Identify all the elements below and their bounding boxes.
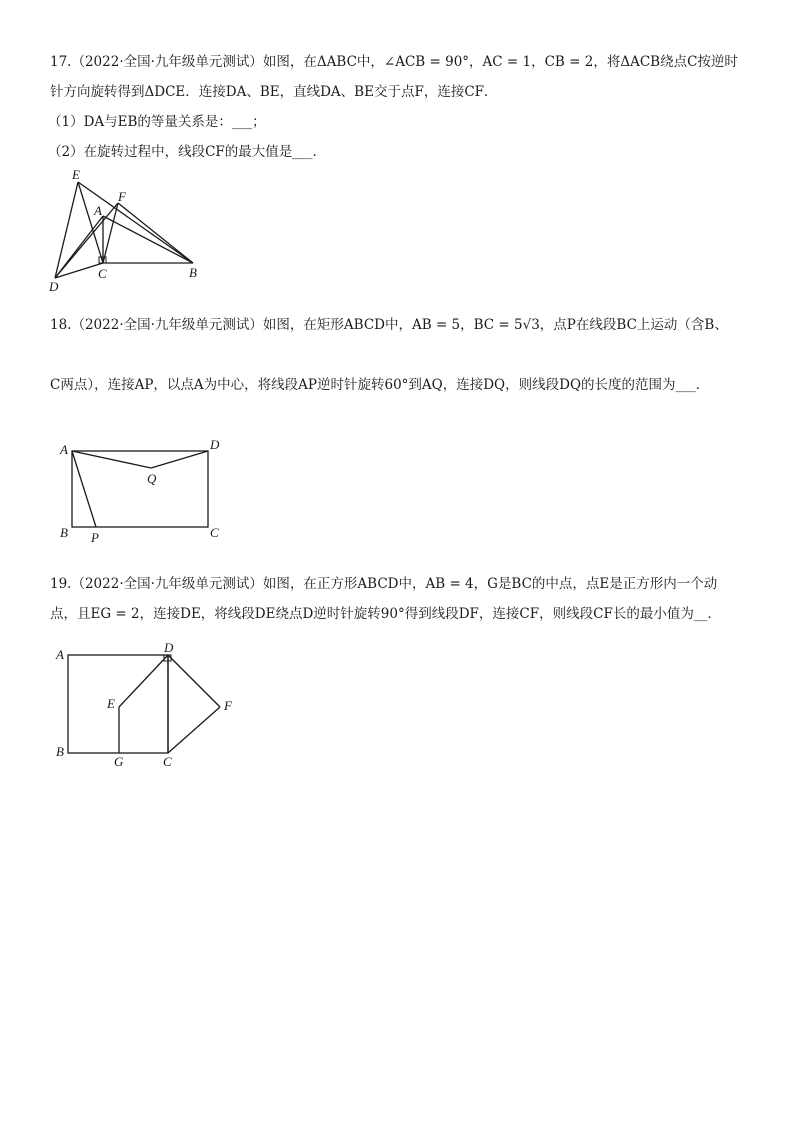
segment-db	[55, 263, 103, 278]
segment-de	[119, 655, 168, 707]
label-c: C	[210, 525, 219, 540]
segment-ap	[72, 451, 96, 527]
label-f: F	[224, 698, 232, 713]
problem-19-figure	[52, 638, 252, 768]
problem-19-line-2: 点，且EG = 2，连接DE，将线段DE绕点D逆时针旋转90°得到线段DF，连接CF，则线段CF长的最小值为__．	[50, 606, 721, 622]
problem-18-figure	[50, 435, 240, 550]
square-abcd	[68, 655, 168, 753]
label-b: B	[189, 265, 197, 280]
label-c: C	[163, 754, 172, 768]
label-a: A	[56, 647, 64, 662]
label-d: D	[210, 437, 220, 452]
label-e: E	[107, 696, 115, 711]
segment-ab	[103, 216, 193, 263]
segment-df	[168, 655, 220, 707]
segment-eb	[78, 182, 193, 263]
problem-18-line-2: C两点），连接AP，以点A为中心，将线段AP逆时针旋转60°到AQ，连接DQ，则线段DQ的长度的范围为___．	[50, 377, 710, 393]
label-d: D	[49, 279, 59, 294]
problem-17-line-1: 17.（2022·全国·九年级单元测试）如图，在ΔABC中，∠ACB = 90°，AC = 1，CB = 2，将ΔACB绕点C按逆时	[50, 54, 738, 70]
problem-17-figure	[40, 165, 210, 295]
label-a: A	[60, 442, 68, 457]
segment-aq	[72, 451, 151, 468]
label-g: G	[114, 754, 124, 768]
problem-19-line-1: 19.（2022·全国·九年级单元测试）如图，在正方形ABCD中，AB = 4，G是BC的中点，点E是正方形内一个动	[50, 576, 718, 592]
problem-18-line-1: 18.（2022·全国·九年级单元测试）如图，在矩形ABCD中，AB = 5，BC = 5√3，点P在线段BC上运动（含B、	[50, 317, 728, 333]
segment-dq	[151, 451, 208, 468]
label-f: F	[118, 189, 126, 204]
label-c: C	[98, 266, 107, 281]
segment-ec	[78, 182, 103, 263]
label-p: P	[91, 530, 99, 545]
segment-cf	[168, 707, 220, 753]
problem-17-question-2: （2）在旋转过程中，线段CF的最大值是___．	[48, 144, 327, 160]
label-q: Q	[147, 471, 157, 486]
label-e: E	[72, 167, 80, 182]
problem-17-line-2: 针方向旋转得到ΔDCE．连接DA、BE，直线DA、BE交于点F，连接CF．	[50, 84, 498, 100]
label-a: A	[94, 203, 102, 218]
label-d: D	[164, 640, 174, 655]
segment-fb	[118, 203, 193, 263]
label-b: B	[56, 744, 64, 759]
label-b: B	[60, 525, 68, 540]
problem-17-question-1: （1）DA与EB的等量关系是：___；	[48, 114, 266, 130]
